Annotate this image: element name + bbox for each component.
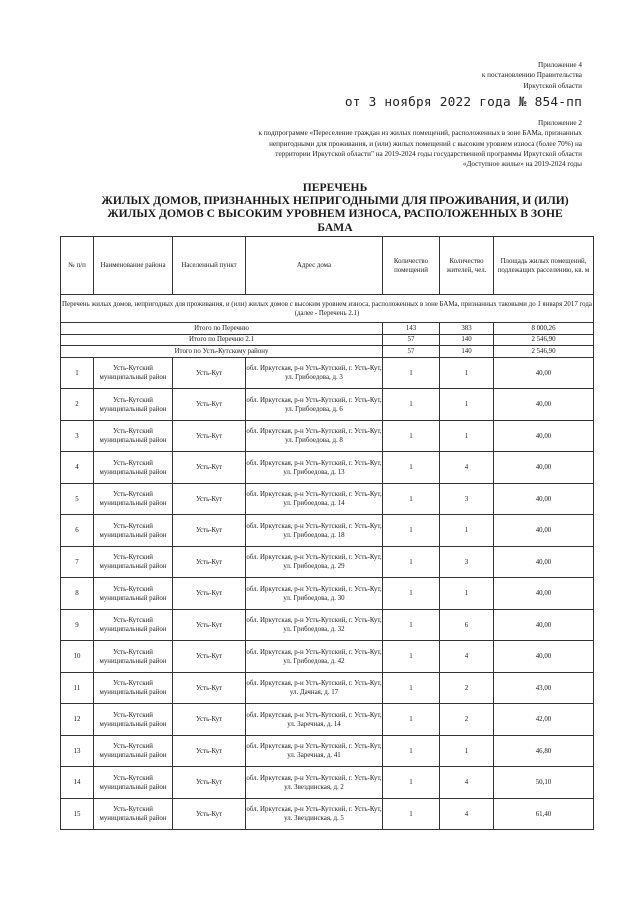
row-rooms: 1 — [383, 389, 440, 421]
row-address: обл. Иркутская, р-н Усть-Кутский, г. Усть-Кут, ул. Грибоедова, д. 30 — [246, 578, 383, 610]
row-residents: 1 — [440, 357, 494, 389]
row-residents: 3 — [440, 546, 494, 578]
row-address: обл. Иркутская, р-н Усть-Кутский, г. Усть-Кут, ул. Грибоедова, д. 8 — [246, 420, 383, 452]
row-rooms: 1 — [383, 672, 440, 704]
intro-row — [61, 295, 594, 323]
table-row — [61, 641, 594, 673]
row-address: обл. Иркутская, р-н Усть-Кутский, г. Усть-Кут, ул. Грибоедова, д. 14 — [246, 483, 383, 515]
header-cell: Адрес дома — [246, 237, 383, 295]
housing-table — [60, 236, 594, 830]
row-residents: 4 — [440, 767, 494, 799]
appendix-header — [482, 60, 582, 91]
row-town: Усть-Кут — [173, 609, 246, 641]
row-town: Усть-Кут — [173, 672, 246, 704]
row-address: обл. Иркутская, р-н Усть-Кутский, г. Усть-Кут, ул. Заречная, д. 14 — [246, 704, 383, 736]
row-district: Усть-Кутский муниципальный район — [94, 515, 173, 547]
totals-row — [61, 323, 594, 335]
row-rooms: 1 — [383, 767, 440, 799]
row-residents: 4 — [440, 798, 494, 830]
appendix-line: к постановлению Правительства — [481, 71, 582, 80]
row-area: 50,10 — [494, 767, 594, 799]
header-cell: Количество помещений — [383, 237, 440, 295]
row-residents: 1 — [440, 735, 494, 767]
title-line: ЖИЛЫХ ДОМОВ, ПРИЗНАННЫХ НЕПРИГОДНЫМИ ДЛЯ ПРОЖИВАНИЯ, И (ИЛИ) — [101, 194, 569, 208]
row-town: Усть-Кут — [173, 798, 246, 830]
row-number: 3 — [61, 420, 94, 452]
table-row — [61, 546, 594, 578]
row-rooms: 1 — [383, 483, 440, 515]
row-town: Усть-Кут — [173, 483, 246, 515]
row-district: Усть-Кутский муниципальный район — [94, 609, 173, 641]
decree-date-stamp: от 3 ноября 2022 года № 854-пп — [344, 95, 582, 110]
table-row — [61, 578, 594, 610]
appendix2-line: территории Иркутской области" на 2019-2024 годы государственной программы Иркутской области — [275, 149, 582, 158]
row-number: 15 — [61, 798, 94, 830]
row-town: Усть-Кут — [173, 767, 246, 799]
totals-residents: 140 — [440, 334, 494, 346]
row-district: Усть-Кутский муниципальный район — [94, 357, 173, 389]
table-row — [61, 704, 594, 736]
totals-area: 8 000,26 — [494, 323, 594, 335]
title-line: БАМА — [317, 220, 353, 234]
totals-label: Итого по Усть-Кутскому району — [61, 346, 383, 358]
header-cell: Количество жителей, чел. — [440, 237, 494, 295]
table-row — [61, 357, 594, 389]
row-town: Усть-Кут — [173, 357, 246, 389]
row-number: 6 — [61, 515, 94, 547]
row-address: обл. Иркутская, р-н Усть-Кутский, г. Усть-Кут, ул. Грибоедова, д. 3 — [246, 357, 383, 389]
row-rooms: 1 — [383, 515, 440, 547]
totals-rooms: 57 — [383, 334, 440, 346]
row-town: Усть-Кут — [173, 546, 246, 578]
table-header-row — [61, 237, 594, 295]
row-residents: 1 — [440, 389, 494, 421]
row-rooms: 1 — [383, 798, 440, 830]
row-address: обл. Иркутская, р-н Усть-Кутский, г. Усть-Кут, ул. Грибоедова, д. 42 — [246, 641, 383, 673]
row-area: 40,00 — [494, 452, 594, 484]
row-area: 40,00 — [494, 578, 594, 610]
row-rooms: 1 — [383, 578, 440, 610]
row-area: 40,00 — [494, 357, 594, 389]
row-area: 40,00 — [494, 515, 594, 547]
row-area: 40,00 — [494, 389, 594, 421]
row-district: Усть-Кутский муниципальный район — [94, 798, 173, 830]
row-residents: 4 — [440, 452, 494, 484]
row-district: Усть-Кутский муниципальный район — [94, 452, 173, 484]
row-number: 12 — [61, 704, 94, 736]
table-row — [61, 735, 594, 767]
header-cell: № п/п — [61, 237, 94, 295]
title-line: ЖИЛЫХ ДОМОВ С ВЫСОКИМ УРОВНЕМ ИЗНОСА, РАСПОЛОЖЕННЫХ В ЗОНЕ — [107, 207, 563, 221]
totals-label: Итого по Перечню 2.1 — [61, 334, 383, 346]
intro-cell: Перечень жилых домов, непригодных для проживания, и (или) жилых домов с высоким уровнем износа, расположенных в зоне БАМа, признанных таковыми до 1 января 2017 года (далее - Перечень 2.1) — [61, 295, 594, 323]
row-town: Усть-Кут — [173, 389, 246, 421]
row-residents: 4 — [440, 641, 494, 673]
row-number: 4 — [61, 452, 94, 484]
row-rooms: 1 — [383, 452, 440, 484]
row-address: обл. Иркутская, р-н Усть-Кутский, г. Усть-Кут, ул. Грибоедова, д. 6 — [246, 389, 383, 421]
appendix2-line: непригодными для проживания, и (или) жилых помещений с высоким уровнем износа (более 70%) на — [269, 139, 582, 148]
totals-row — [61, 334, 594, 346]
row-district: Усть-Кутский муниципальный район — [94, 672, 173, 704]
row-town: Усть-Кут — [173, 452, 246, 484]
table-row — [61, 420, 594, 452]
row-number: 11 — [61, 672, 94, 704]
document-title — [70, 181, 600, 234]
row-rooms: 1 — [383, 641, 440, 673]
row-address: обл. Иркутская, р-н Усть-Кутский, г. Усть-Кут, ул. Грибоедова, д. 18 — [246, 515, 383, 547]
appendix2-line: «Доступное жилье» на 2019-2024 годы — [462, 160, 582, 169]
totals-rooms: 57 — [383, 346, 440, 358]
row-address: обл. Иркутская, р-н Усть-Кутский, г. Усть-Кут, ул. Грибоедова, д. 32 — [246, 609, 383, 641]
row-district: Усть-Кутский муниципальный район — [94, 704, 173, 736]
row-district: Усть-Кутский муниципальный район — [94, 767, 173, 799]
row-rooms: 1 — [383, 357, 440, 389]
totals-residents: 383 — [440, 323, 494, 335]
row-area: 40,00 — [494, 641, 594, 673]
row-district: Усть-Кутский муниципальный район — [94, 389, 173, 421]
appendix2-line: к подпрограмме «Переселение граждан из жилых помещений, расположенных в зоне БАМа, признанных — [258, 129, 582, 138]
title-line: ПЕРЕЧЕНЬ — [302, 181, 368, 194]
row-town: Усть-Кут — [173, 641, 246, 673]
appendix2-line: Приложение 2 — [538, 119, 582, 127]
row-residents: 2 — [440, 672, 494, 704]
table-row — [61, 609, 594, 641]
row-district: Усть-Кутский муниципальный район — [94, 546, 173, 578]
row-district: Усть-Кутский муниципальный район — [94, 641, 173, 673]
appendix-line: Иркутской области — [523, 81, 582, 90]
appendix-line: Приложение 4 — [538, 61, 582, 69]
totals-area: 2 546,90 — [494, 334, 594, 346]
row-number: 14 — [61, 767, 94, 799]
table-row — [61, 672, 594, 704]
row-residents: 1 — [440, 420, 494, 452]
row-district: Усть-Кутский муниципальный район — [94, 420, 173, 452]
totals-rooms: 143 — [383, 323, 440, 335]
row-number: 8 — [61, 578, 94, 610]
table-row — [61, 452, 594, 484]
row-district: Усть-Кутский муниципальный район — [94, 578, 173, 610]
row-residents: 1 — [440, 515, 494, 547]
row-town: Усть-Кут — [173, 578, 246, 610]
row-area: 40,00 — [494, 420, 594, 452]
row-rooms: 1 — [383, 420, 440, 452]
header-cell: Наименование района — [94, 237, 173, 295]
header-cell: Площадь жилых помещений, подлежащих расселению, кв. м — [494, 237, 594, 295]
row-number: 5 — [61, 483, 94, 515]
row-number: 9 — [61, 609, 94, 641]
totals-area: 2 546,90 — [494, 346, 594, 358]
row-district: Усть-Кутский муниципальный район — [94, 735, 173, 767]
row-area: 42,00 — [494, 704, 594, 736]
table-row — [61, 483, 594, 515]
row-number: 2 — [61, 389, 94, 421]
row-town: Усть-Кут — [173, 735, 246, 767]
row-address: обл. Иркутская, р-н Усть-Кутский, г. Усть-Кут, ул. Дачная, д. 17 — [246, 672, 383, 704]
row-area: 40,00 — [494, 546, 594, 578]
totals-residents: 140 — [440, 346, 494, 358]
header-cell: Населенный пункт — [173, 237, 246, 295]
row-number: 1 — [61, 357, 94, 389]
table-row — [61, 515, 594, 547]
row-area: 40,00 — [494, 609, 594, 641]
row-address: обл. Иркутская, р-н Усть-Кутский, г. Усть-Кут, ул. Грибоедова, д. 13 — [246, 452, 383, 484]
row-area: 40,00 — [494, 483, 594, 515]
row-address: обл. Иркутская, р-н Усть-Кутский, г. Усть-Кут, ул. Заречная, д. 41 — [246, 735, 383, 767]
row-residents: 2 — [440, 704, 494, 736]
row-town: Усть-Кут — [173, 704, 246, 736]
appendix2-header — [162, 118, 582, 169]
row-rooms: 1 — [383, 609, 440, 641]
row-area: 61,40 — [494, 798, 594, 830]
row-address: обл. Иркутская, р-н Усть-Кутский, г. Усть-Кут, ул. Звездинская, д. 5 — [246, 798, 383, 830]
row-number: 10 — [61, 641, 94, 673]
row-rooms: 1 — [383, 546, 440, 578]
table-row — [61, 389, 594, 421]
row-rooms: 1 — [383, 704, 440, 736]
table-row — [61, 767, 594, 799]
row-residents: 6 — [440, 609, 494, 641]
row-address: обл. Иркутская, р-н Усть-Кутский, г. Усть-Кут, ул. Грибоедова, д. 29 — [246, 546, 383, 578]
totals-label: Итого по Перечню — [61, 323, 383, 335]
row-area: 46,80 — [494, 735, 594, 767]
row-address: обл. Иркутская, р-н Усть-Кутский, г. Усть-Кут, ул. Звездинская, д. 2 — [246, 767, 383, 799]
row-residents: 1 — [440, 578, 494, 610]
row-area: 43,00 — [494, 672, 594, 704]
row-town: Усть-Кут — [173, 515, 246, 547]
row-number: 7 — [61, 546, 94, 578]
totals-row — [61, 346, 594, 358]
row-residents: 3 — [440, 483, 494, 515]
row-town: Усть-Кут — [173, 420, 246, 452]
table-row — [61, 798, 594, 830]
row-rooms: 1 — [383, 735, 440, 767]
row-district: Усть-Кутский муниципальный район — [94, 483, 173, 515]
row-number: 13 — [61, 735, 94, 767]
